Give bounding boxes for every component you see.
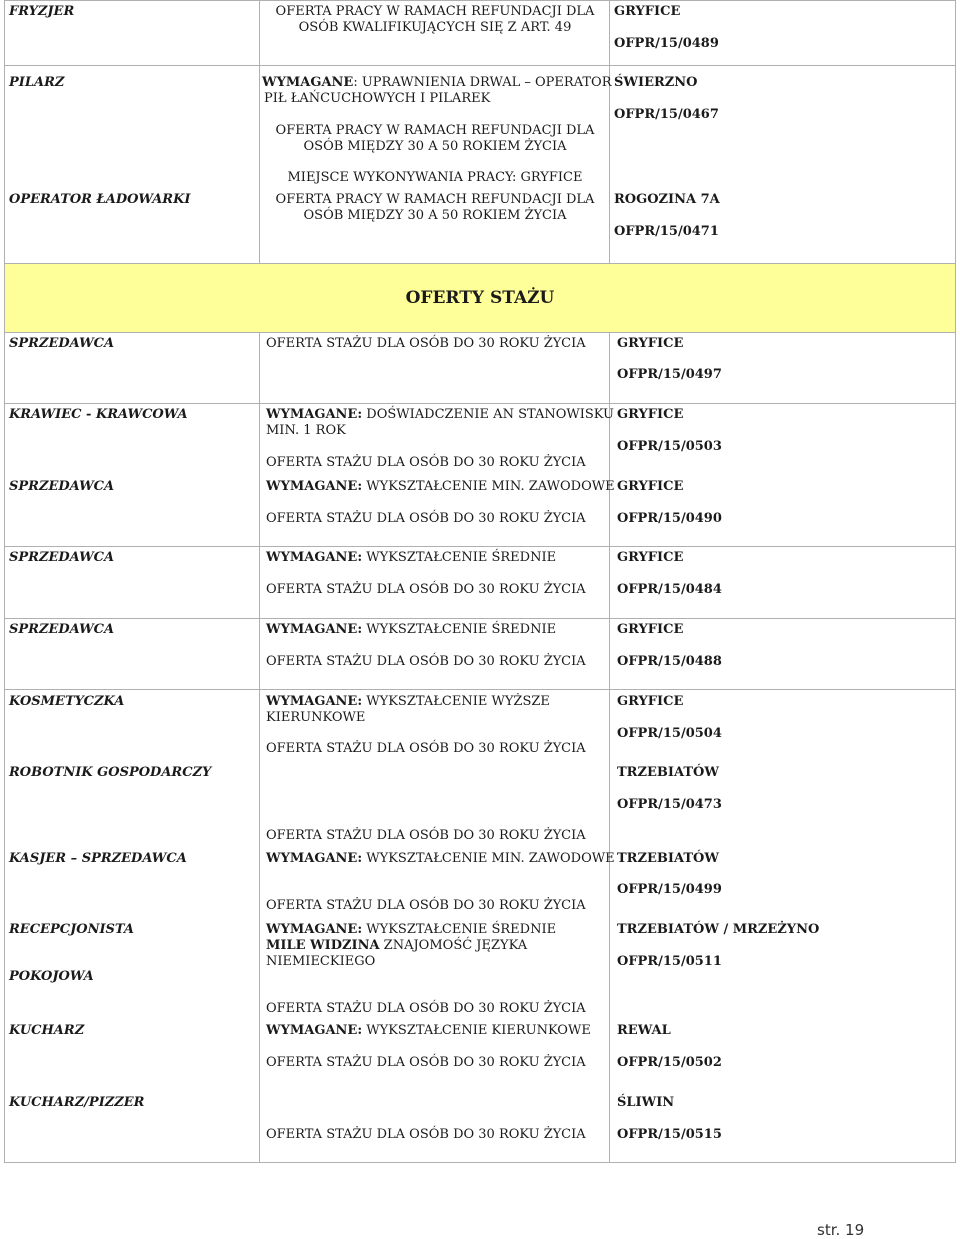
requirements-text: WYKSZTAŁCENIE WYŻSZE	[366, 694, 550, 709]
row-divider	[4, 689, 956, 690]
position-sprzedawca: SPRZEDAWCA	[9, 622, 115, 637]
position-kasjer-sprzedawca	[9, 851, 187, 867]
row-divider	[4, 65, 956, 66]
offer-description-line: OSÓB MIĘDZY 30 A 50 ROKIEM ŻYCIA	[303, 208, 567, 223]
position-kucharz-pizzer: KUCHARZ/PIZZER	[9, 1095, 145, 1110]
offer-code: OFPR/15/0504	[617, 726, 722, 741]
requirements-text: WYKSZTAŁCENIE KIERUNKOWE	[366, 1023, 591, 1038]
internship-offer: OFERTA STAŻU DLA OSÓB DO 30 ROKU ŻYCIA	[266, 828, 586, 843]
location: TRZEBIATÓW	[617, 851, 719, 866]
row-divider	[4, 0, 956, 1]
requirements	[266, 550, 556, 566]
requirements-label: WYMAGANE:	[266, 1023, 363, 1038]
offer-code: OFPR/15/0515	[617, 1127, 722, 1142]
requirements-label: WYMAGANE:	[266, 479, 363, 494]
internship-offer: OFERTA STAŻU DLA OSÓB DO 30 ROKU ŻYCIA	[266, 741, 586, 756]
location: GRYFICE	[617, 694, 684, 709]
internship-offer: OFERTA STAŻU DLA OSÓB DO 30 ROKU ŻYCIA	[266, 898, 586, 913]
requirements-line: MIN. 1 ROK	[266, 423, 346, 438]
position-sprzedawca: SPRZEDAWCA	[9, 336, 115, 351]
row-divider	[4, 1162, 956, 1163]
offer-code: OFPR/15/0490	[617, 511, 722, 526]
position-sprzedawca: SPRZEDAWCA	[9, 550, 115, 565]
location: REWAL	[617, 1023, 671, 1038]
position-kucharz: KUCHARZ	[9, 1023, 85, 1038]
offer-code: OFPR/15/0511	[617, 954, 722, 969]
location: GRYFICE	[617, 622, 684, 637]
offer-code: OFPR/15/0497	[617, 367, 722, 382]
offer-code: OFPR/15/0467	[614, 107, 719, 122]
location: ŚWIERZNO	[614, 75, 698, 90]
requirements-text: WYKSZTAŁCENIE MIN. ZAWODOWE	[366, 479, 615, 494]
internship-offer: OFERTA STAŻU DLA OSÓB DO 30 ROKU ŻYCIA	[266, 654, 586, 669]
position-robotnik: ROBOTNIK GOSPODARCZY	[9, 765, 212, 780]
requirements	[266, 622, 556, 638]
requirements-label: WYMAGANE:	[266, 851, 363, 866]
requirements-line	[266, 938, 527, 954]
work-place: MIEJSCE WYKONYWANIA PRACY: GRYFICE	[287, 170, 583, 185]
requirements	[266, 694, 550, 710]
position-separator: –	[66, 851, 82, 866]
position-kosmetyczka: KOSMETYCZKA	[9, 694, 125, 709]
offer-code: OFPR/15/0488	[617, 654, 722, 669]
position-part: SPRZEDAWCA	[81, 851, 187, 866]
requirements-label: WYMAGANE:	[266, 622, 363, 637]
location: GRYFICE	[617, 336, 684, 351]
requirements-text: WYKSZTAŁCENIE MIN. ZAWODOWE	[366, 851, 615, 866]
location: GRYFICE	[617, 479, 684, 494]
requirements-line: KIERUNKOWE	[266, 710, 366, 725]
location: ŚLIWIN	[617, 1095, 675, 1110]
column-divider	[259, 332, 260, 1163]
requirements-label: WYMAGANE:	[266, 550, 363, 565]
requirements-text: WYKSZTAŁCENIE ŚREDNIE	[366, 550, 557, 565]
internship-offer: OFERTA STAŻU DLA OSÓB DO 30 ROKU ŻYCIA	[266, 455, 586, 470]
section-title: OFERTY STAŻU	[405, 288, 555, 308]
internship-offer: OFERTA STAŻU DLA OSÓB DO 30 ROKU ŻYCIA	[266, 336, 586, 351]
requirements-line: PIŁ ŁAŃCUCHOWYCH I PILAREK	[264, 91, 491, 106]
requirements	[266, 407, 614, 423]
location: ROGOZINA 7A	[614, 192, 720, 207]
internship-offer: OFERTA STAŻU DLA OSÓB DO 30 ROKU ŻYCIA	[266, 1127, 586, 1142]
position-operator: OPERATOR ŁADOWARKI	[9, 192, 191, 207]
column-divider	[609, 332, 610, 1163]
position-sprzedawca: SPRZEDAWCA	[9, 479, 115, 494]
row-divider	[4, 332, 956, 333]
row-divider	[4, 618, 956, 619]
column-divider	[609, 0, 610, 263]
offer-description-line: OSÓB MIĘDZY 30 A 50 ROKIEM ŻYCIA	[303, 139, 567, 154]
internship-offer: OFERTA STAŻU DLA OSÓB DO 30 ROKU ŻYCIA	[266, 511, 586, 526]
offer-code: OFPR/15/0499	[617, 882, 722, 897]
row-divider	[4, 546, 956, 547]
position-pokojowa: POKOJOWA	[9, 969, 94, 984]
row-divider	[4, 263, 956, 264]
location: GRYFICE	[617, 550, 684, 565]
offer-code: OFPR/15/0473	[617, 797, 722, 812]
requirements	[266, 479, 615, 495]
offer-description-line: OFERTA PRACY W RAMACH REFUNDACJI DLA	[275, 123, 595, 138]
row-divider	[4, 403, 956, 404]
requirements-label: WYMAGANE	[262, 75, 354, 90]
offer-description-line: OFERTA PRACY W RAMACH REFUNDACJI DLA	[275, 192, 595, 207]
requirements	[266, 1023, 591, 1039]
requirements-label: WYMAGANE:	[266, 407, 363, 422]
location: GRYFICE	[614, 4, 681, 19]
requirements	[266, 922, 556, 938]
requirements-line: NIEMIECKIEGO	[266, 954, 376, 969]
location: TRZEBIATÓW / MRZEŻYNO	[617, 922, 820, 937]
offer-code: OFPR/15/0502	[617, 1055, 722, 1070]
position-pilarz: PILARZ	[9, 75, 65, 90]
offer-code: OFPR/15/0489	[614, 36, 719, 51]
table-border	[4, 0, 5, 1163]
requirements-label: WYMAGANE:	[266, 694, 363, 709]
position-part: KASJER	[9, 851, 67, 866]
offer-code: OFPR/15/0484	[617, 582, 722, 597]
position-krawiec: KRAWIEC - KRAWCOWA	[9, 407, 188, 422]
table-border	[955, 0, 956, 1163]
requirements-emphasis: MILE WIDZINA	[266, 938, 380, 953]
offer-description-line: OSÓB KWALIFIKUJĄCYCH SIĘ Z ART. 49	[298, 20, 572, 35]
offer-code: OFPR/15/0471	[614, 224, 719, 239]
requirements-label: WYMAGANE:	[266, 922, 363, 937]
position-fryzjer: FRYZJER	[9, 4, 75, 19]
requirements-text: ZNAJOMOŚĆ JĘZYKA	[379, 938, 528, 953]
internship-offer: OFERTA STAŻU DLA OSÓB DO 30 ROKU ŻYCIA	[266, 1055, 586, 1070]
location: TRZEBIATÓW	[617, 765, 719, 780]
requirements-text: : UPRAWNIENIA DRWAL – OPERATOR	[353, 75, 612, 90]
page-number: str. 19	[817, 1221, 865, 1239]
position-recepcjonista: RECEPCJONISTA	[9, 922, 134, 937]
offer-description-line: OFERTA PRACY W RAMACH REFUNDACJI DLA	[275, 4, 595, 19]
requirements	[266, 851, 615, 867]
internship-offer: OFERTA STAŻU DLA OSÓB DO 30 ROKU ŻYCIA	[266, 582, 586, 597]
internship-offer: OFERTA STAŻU DLA OSÓB DO 30 ROKU ŻYCIA	[266, 1001, 586, 1016]
requirements-text: DOŚWIADCZENIE AN STANOWISKU	[366, 407, 614, 422]
requirements-text: WYKSZTAŁCENIE ŚREDNIE	[366, 922, 557, 937]
location: GRYFICE	[617, 407, 684, 422]
column-divider	[259, 0, 260, 263]
requirements	[262, 75, 612, 91]
offer-code: OFPR/15/0503	[617, 439, 722, 454]
requirements-text: WYKSZTAŁCENIE ŚREDNIE	[366, 622, 557, 637]
